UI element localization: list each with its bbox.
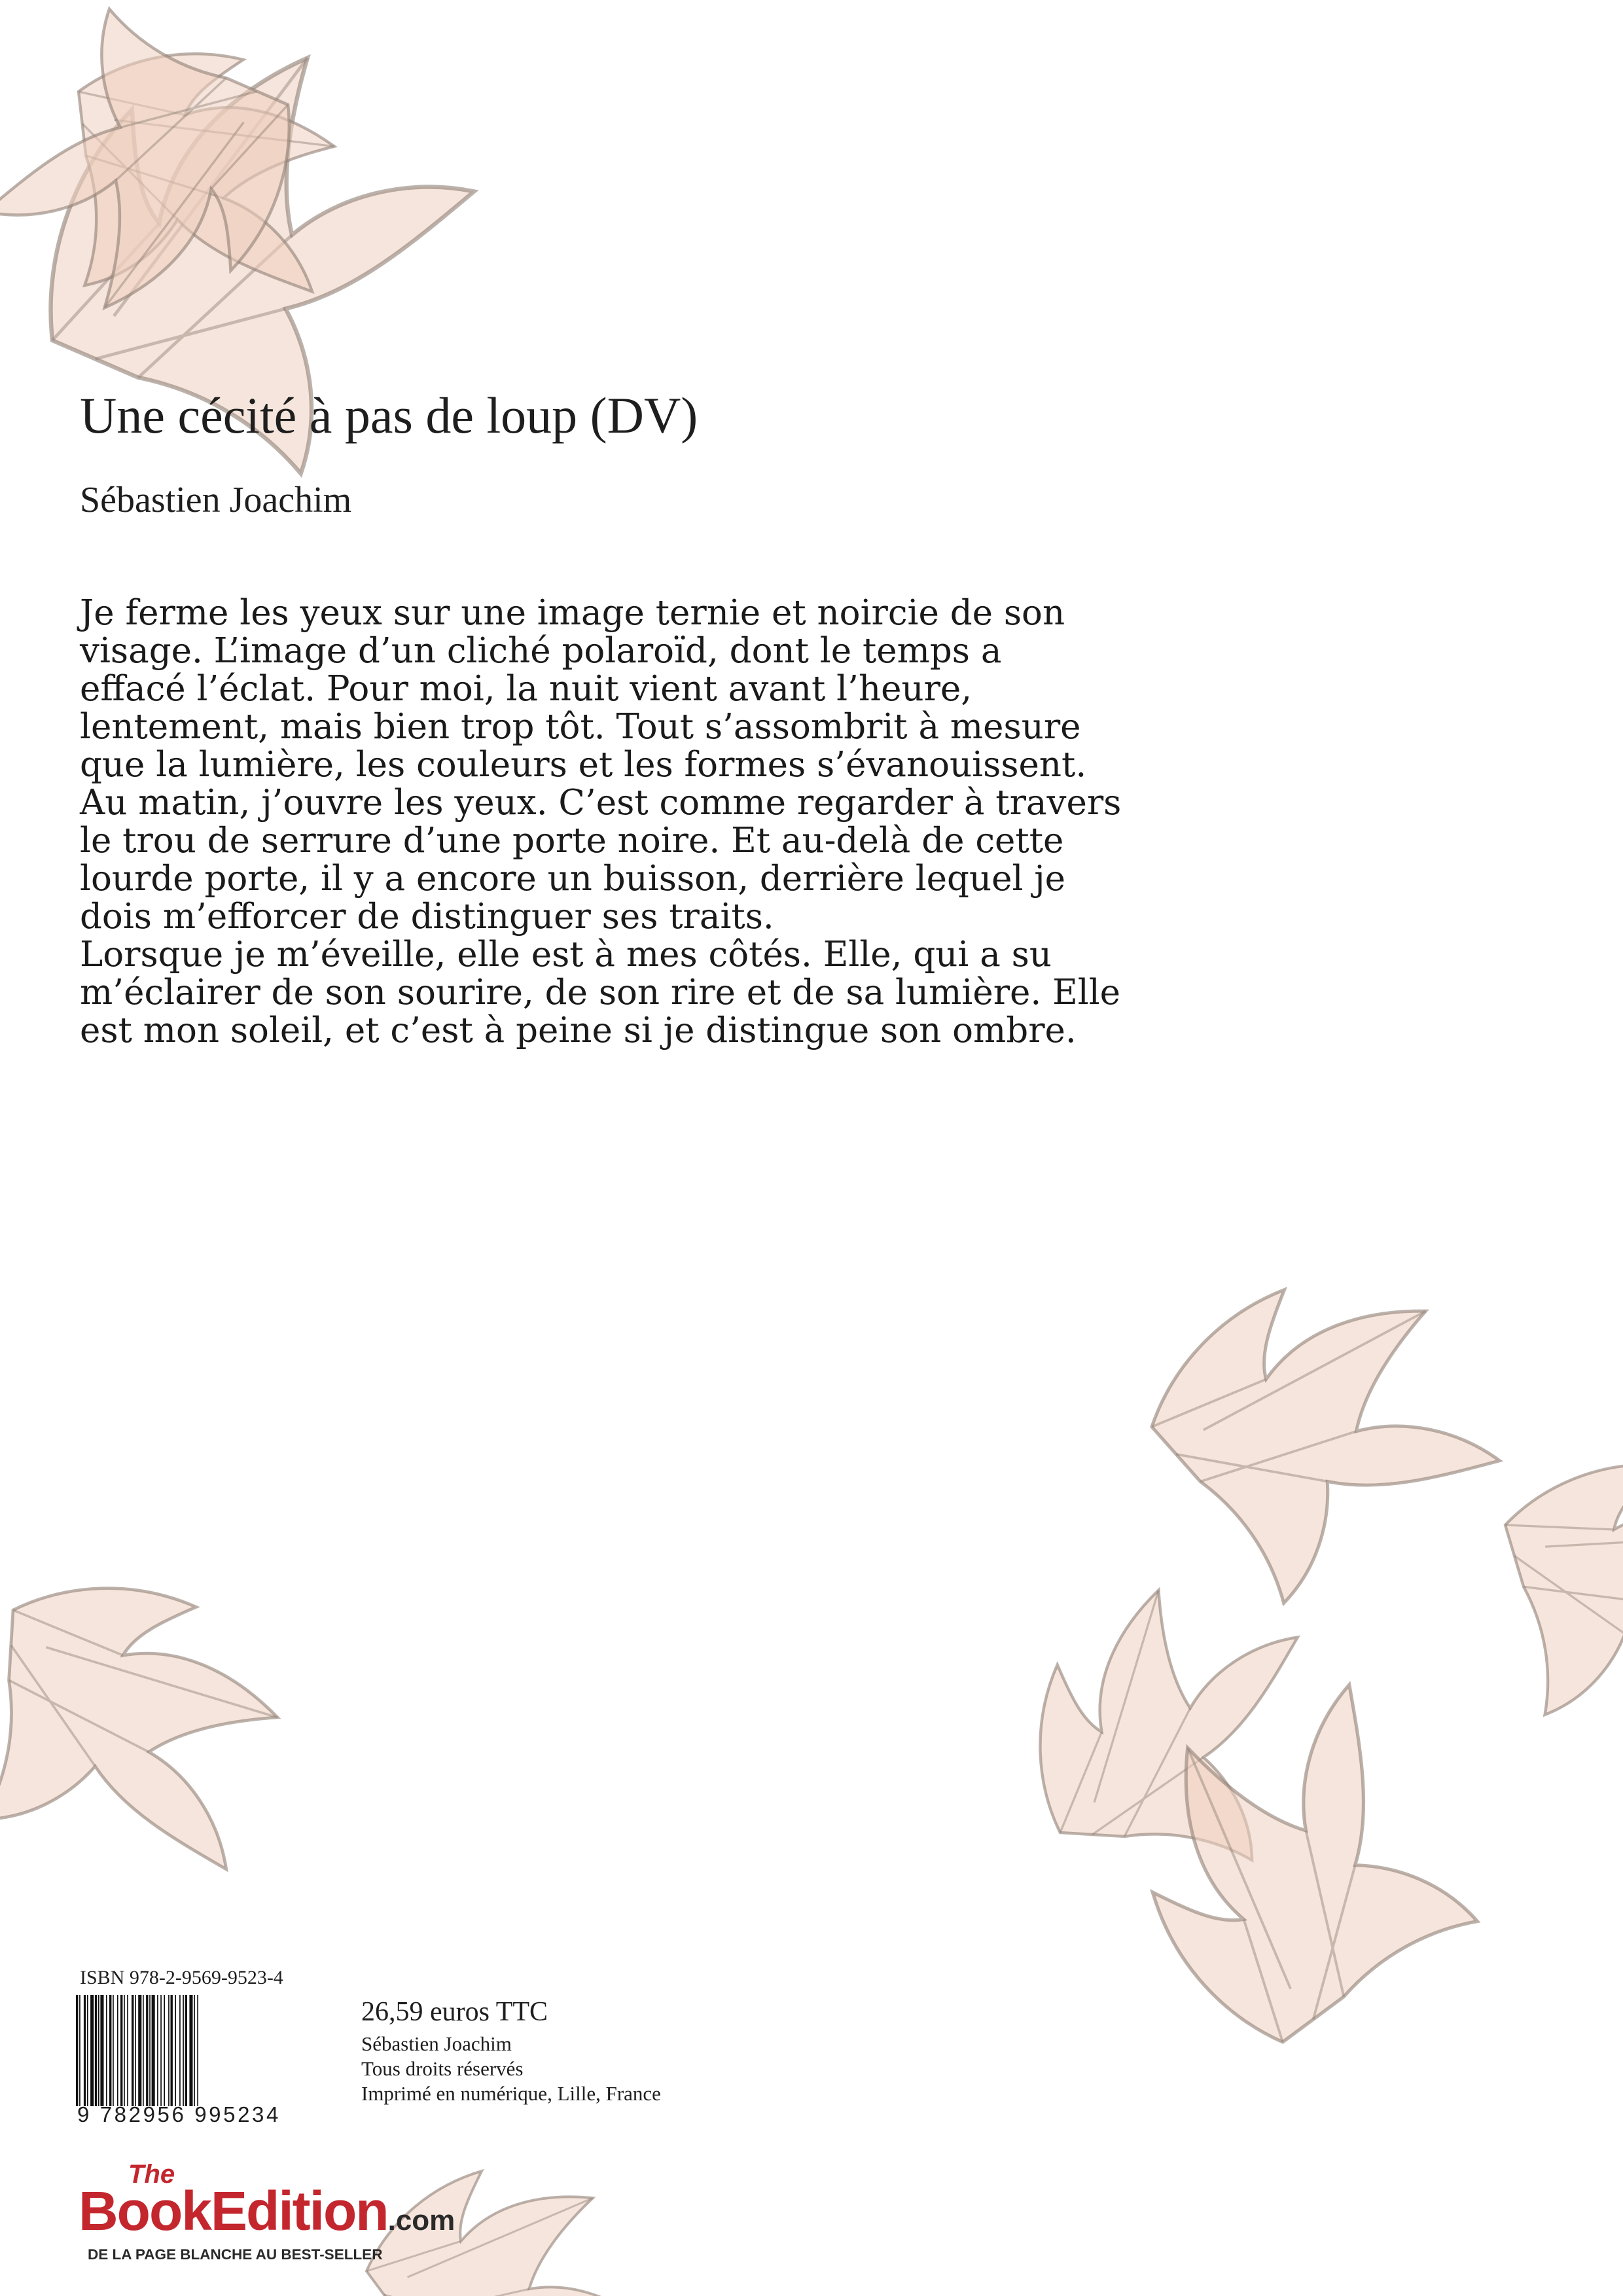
leaf-left-mid (0, 1528, 332, 1937)
blurb-line: m’éclairer de son sourire, de son rire et de sa lumière. Elle (80, 973, 1121, 1013)
barcode-bar (135, 1995, 136, 2106)
book-title: Une cécité à pas de loup (DV) (80, 387, 698, 444)
barcode-bar (98, 1995, 99, 2106)
blurb-line: Je ferme les yeux sur une image ternie et noircie de son (80, 593, 1065, 633)
barcode-bar (152, 1995, 155, 2106)
legal-author: Sébastien Joachim (361, 2032, 512, 2055)
barcode-bar (164, 1995, 165, 2106)
book-author: Sébastien Joachim (80, 480, 352, 520)
publisher-suffix: .com (387, 2204, 455, 2236)
rights-notice: Tous droits réservés (361, 2057, 524, 2080)
barcode-digits: 9 782956 995234 (77, 2102, 281, 2126)
barcode-bar (143, 1995, 144, 2106)
barcode-bar (149, 1995, 151, 2106)
blurb-line: lentement, mais bien trop tôt. Tout s’assombrit à mesure (80, 707, 1081, 747)
barcode-bar (124, 1995, 125, 2106)
publisher-name-text: BookEdition (79, 2180, 388, 2242)
printing-notice: Imprimé en numérique, Lille, France (361, 2082, 661, 2105)
barcode (73, 1995, 315, 2106)
barcode-bar (189, 1995, 192, 2106)
publisher-the: The (128, 2160, 175, 2189)
blurb-line: Lorsque je m’éveille, elle est à mes côtés. Elle, qui a su (80, 935, 1052, 975)
blurb-line: le trou de serrure d’une porte noire. Et au-delà de cette (80, 821, 1064, 861)
blurb-line: lourde porte, il y a encore un buisson, derrière lequel je (80, 859, 1066, 899)
barcode-bar (95, 1995, 97, 2106)
barcode-bar (171, 1995, 173, 2106)
barcode-bar (179, 1995, 181, 2106)
barcode-bar (113, 1995, 114, 2106)
barcode-bar (106, 1995, 107, 2106)
barcode-bar (87, 1995, 88, 2106)
barcode-bar (168, 1995, 169, 2106)
barcode-bar (76, 1995, 78, 2106)
barcode-bar (90, 1995, 94, 2106)
leaf-right-mid (1126, 1247, 1521, 1624)
barcode-bar (146, 1995, 148, 2106)
barcode-bar (194, 1995, 195, 2106)
barcode-bar (79, 1995, 80, 2106)
leaf-right-edge (1474, 1440, 1623, 1752)
blurb-line: est mon soleil, et c’est à peine si je distingue son ombre. (80, 1011, 1077, 1050)
blurb-line: Au matin, j’ouvre les yeux. C’est comme regarder à travers (80, 783, 1122, 823)
barcode-bar (100, 1995, 103, 2106)
barcode-bar (157, 1995, 158, 2106)
barcode-bar (175, 1995, 176, 2106)
barcode-bar (109, 1995, 111, 2106)
barcode-bar (120, 1995, 122, 2106)
isbn-label: ISBN 978-2-9569-9523-4 (80, 1967, 283, 1988)
barcode-bar (185, 1995, 187, 2106)
publisher-name (79, 2179, 455, 2243)
blurb-line: visage. L’image d’un cliché polaroïd, dont le temps a (80, 631, 1002, 671)
barcode-bar (127, 1995, 128, 2106)
barcode-bar (138, 1995, 141, 2106)
barcode-bar (183, 1995, 184, 2106)
price: 26,59 euros TTC (361, 1997, 548, 2027)
barcode-bar (197, 1995, 198, 2106)
blurb-line: que la lumière, les couleurs et les formes s’évanouissent. (80, 745, 1087, 785)
legal-info (361, 1996, 661, 2106)
back-cover-blurb (80, 594, 1232, 1050)
barcode-bar (132, 1995, 134, 2106)
barcode-bar (117, 1995, 118, 2106)
blurb-line: dois m’efforcer de distinguer ses traits. (80, 897, 774, 937)
blurb-line: effacé l’éclat. Pour moi, la nuit vient avant l’heure, (80, 669, 972, 709)
publisher-logo (79, 2160, 484, 2278)
barcode-bar (160, 1995, 162, 2106)
barcode-bar (84, 1995, 86, 2106)
publisher-tagline: DE LA PAGE BLANCHE AU BEST-SELLER (88, 2246, 383, 2263)
